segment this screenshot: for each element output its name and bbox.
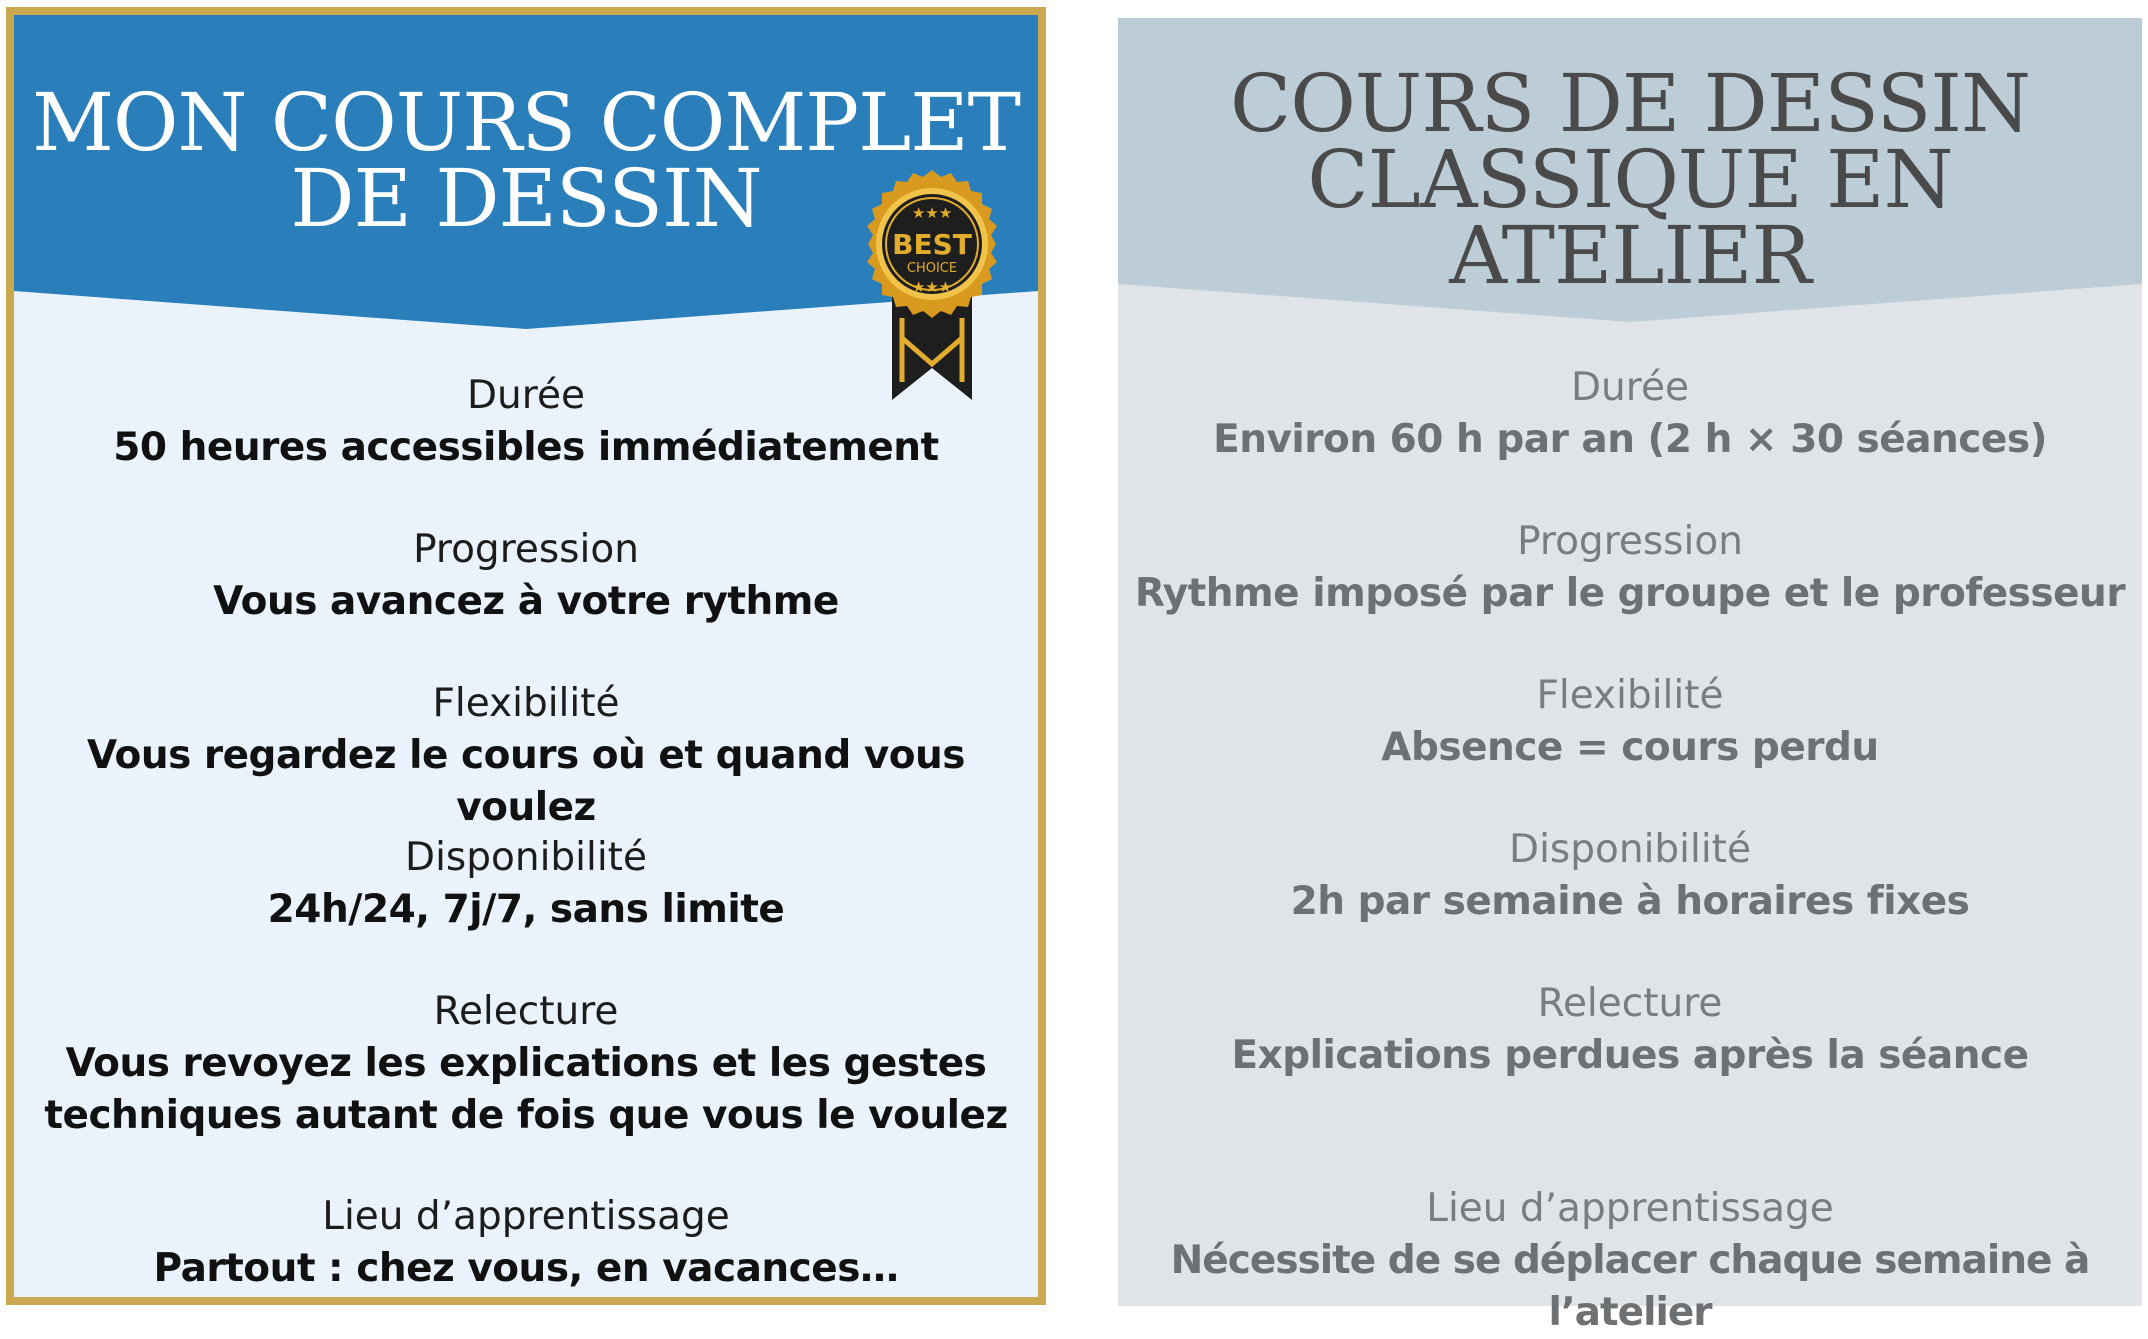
- row-value: Explications perdues après la séance: [1231, 1033, 2029, 1078]
- badge-line2: CHOICE: [906, 261, 958, 276]
- row-label: Relecture: [433, 989, 619, 1034]
- row-value: Partout : chez vous, en vacances…: [153, 1246, 899, 1291]
- row-progression: [14, 524, 1038, 628]
- row-availability: [1118, 824, 2142, 928]
- badge-line1: BEST: [892, 228, 972, 261]
- row-label: Disponibilité: [405, 835, 647, 880]
- card-title-line1: MON COURS COMPLET: [31, 76, 1021, 169]
- row-progression: [1118, 516, 2142, 620]
- studio-course-card: [1118, 18, 2142, 1335]
- badge-stars-bottom: ★★★: [911, 278, 953, 296]
- row-value: 50 heures accessibles immédiatement: [113, 425, 939, 470]
- row-label: Lieu d’apprentissage: [322, 1194, 730, 1239]
- row-value: Vous avancez à votre rythme: [213, 579, 839, 624]
- row-location: [1118, 1183, 2142, 1339]
- row-value: Nécessite de se déplacer chaque semaine à l’atelier: [1170, 1238, 2090, 1335]
- row-duration: [1118, 362, 2142, 466]
- row-location: [14, 1191, 1038, 1295]
- row-label: Lieu d’apprentissage: [1426, 1186, 1834, 1231]
- row-label: Durée: [1571, 365, 1689, 410]
- row-value-line2: techniques autant de fois que vous le voulez: [44, 1093, 1008, 1138]
- row-label: Progression: [413, 527, 639, 572]
- row-value: Vous revoyez les explications et les gestes: [65, 1041, 987, 1086]
- row-label: Durée: [467, 373, 585, 418]
- row-review: [14, 986, 1038, 1142]
- row-value: Absence = cours perdu: [1381, 725, 1879, 770]
- row-value: Environ 60 h par an (2 h × 30 séances): [1213, 417, 2047, 462]
- row-flexibility: [14, 678, 1038, 834]
- row-value: 2h par semaine à horaires fixes: [1290, 879, 1970, 924]
- card-title-line1: COURS DE DESSIN: [1230, 57, 2030, 150]
- row-value: Vous regardez le cours où et quand vous voulez: [86, 733, 966, 830]
- card-title: [1118, 57, 2142, 302]
- row-review: [1118, 978, 2142, 1082]
- row-label: Progression: [1517, 519, 1743, 564]
- badge-stars-top: ★★★: [911, 204, 953, 222]
- row-value: Rythme imposé par le groupe et le professeur: [1134, 571, 2126, 616]
- row-label: Disponibilité: [1509, 827, 1751, 872]
- card-title-line2: CLASSIQUE EN ATELIER: [1307, 133, 1953, 302]
- row-value: 24h/24, 7j/7, sans limite: [267, 887, 785, 932]
- row-availability: [14, 832, 1038, 936]
- best-choice-badge-icon: [856, 168, 1008, 400]
- row-label: Relecture: [1537, 981, 1723, 1026]
- row-flexibility: [1118, 670, 2142, 774]
- row-label: Flexibilité: [432, 681, 620, 726]
- card-title-line2: DE DESSIN: [290, 152, 762, 245]
- row-label: Flexibilité: [1536, 673, 1724, 718]
